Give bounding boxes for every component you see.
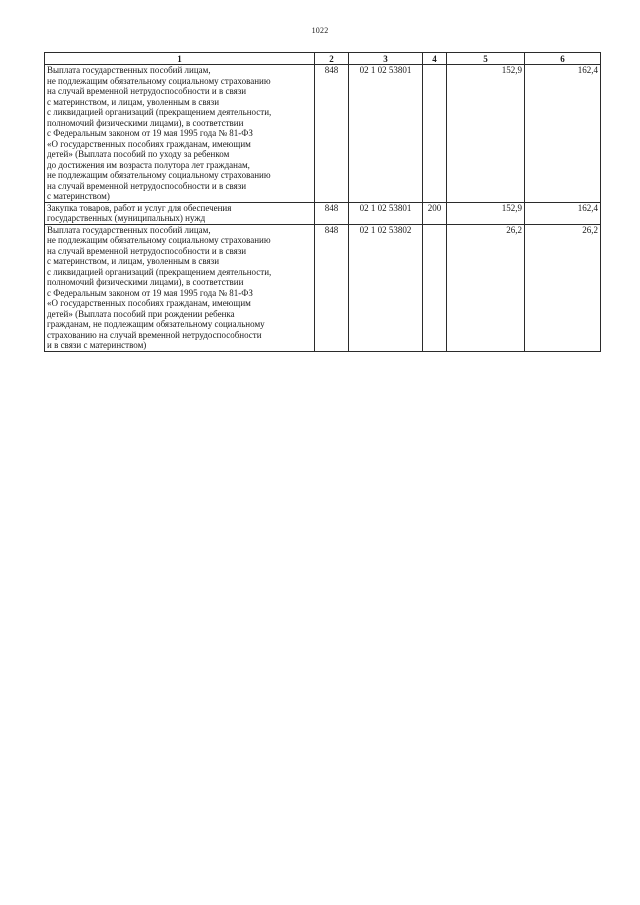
- row-col-6: 162,4: [525, 65, 601, 203]
- header-col-4: 4: [423, 53, 447, 65]
- row-col-4: 200: [423, 202, 447, 224]
- row-description: Выплата государственных пособий лицам, не подлежащим обязательному социальному страхованию на случай временной нетрудоспособности и в связи с материнством, и лицам, уволенным в связи с ликвидацией организаций (прекращением деятельности, полномочий физическими лицами), в соответствии с Федеральным законом от 19 мая 1995 года № 81-ФЗ «О государственных пособиях гражданам, имеющим детей» (Выплата пособий при рождении ребенка гражданам, не подлежащим обязательному социальному страхованию на случай временной нетрудоспособности и в связи с материнством): [45, 224, 315, 351]
- row-col-3: 02 1 02 53801: [349, 202, 423, 224]
- table-row: [45, 202, 601, 224]
- row-col-2: 848: [315, 224, 349, 351]
- row-col-5: 152,9: [447, 65, 525, 203]
- table-body: [45, 65, 601, 352]
- row-col-5: 26,2: [447, 224, 525, 351]
- row-col-5: 152,9: [447, 202, 525, 224]
- row-col-4: [423, 224, 447, 351]
- table-row: [45, 65, 601, 203]
- header-col-3: 3: [349, 53, 423, 65]
- row-description: Выплата государственных пособий лицам, не подлежащим обязательному социальному страхованию на случай временной нетрудоспособности и в связи с материнством, и лицам, уволенным в связи с ликвидацией организаций (прекращением деятельности, полномочий физическими лицами), в соответствии с Федеральным законом от 19 мая 1995 года № 81-ФЗ «О государственных пособиях гражданам, имеющим детей» (Выплата пособий по уходу за ребенком до достижения им возраста полутора лет гражданам, не подлежащим обязательному социальному страхованию на случай временной нетрудоспособности и в связи с материнством): [45, 65, 315, 203]
- table-row: [45, 224, 601, 351]
- row-description: Закупка товаров, работ и услуг для обеспечения государственных (муниципальных) нужд: [45, 202, 315, 224]
- page-number: 1022: [311, 26, 329, 35]
- row-col-3: 02 1 02 53801: [349, 65, 423, 203]
- header-col-2: 2: [315, 53, 349, 65]
- header-col-1: 1: [45, 53, 315, 65]
- row-col-6: 162,4: [525, 202, 601, 224]
- budget-table: [44, 52, 601, 352]
- header-row: [45, 53, 601, 65]
- row-col-2: 848: [315, 65, 349, 203]
- row-col-3: 02 1 02 53802: [349, 224, 423, 351]
- row-col-6: 26,2: [525, 224, 601, 351]
- table-header: [45, 53, 601, 65]
- row-col-2: 848: [315, 202, 349, 224]
- header-col-5: 5: [447, 53, 525, 65]
- row-col-4: [423, 65, 447, 203]
- header-col-6: 6: [525, 53, 601, 65]
